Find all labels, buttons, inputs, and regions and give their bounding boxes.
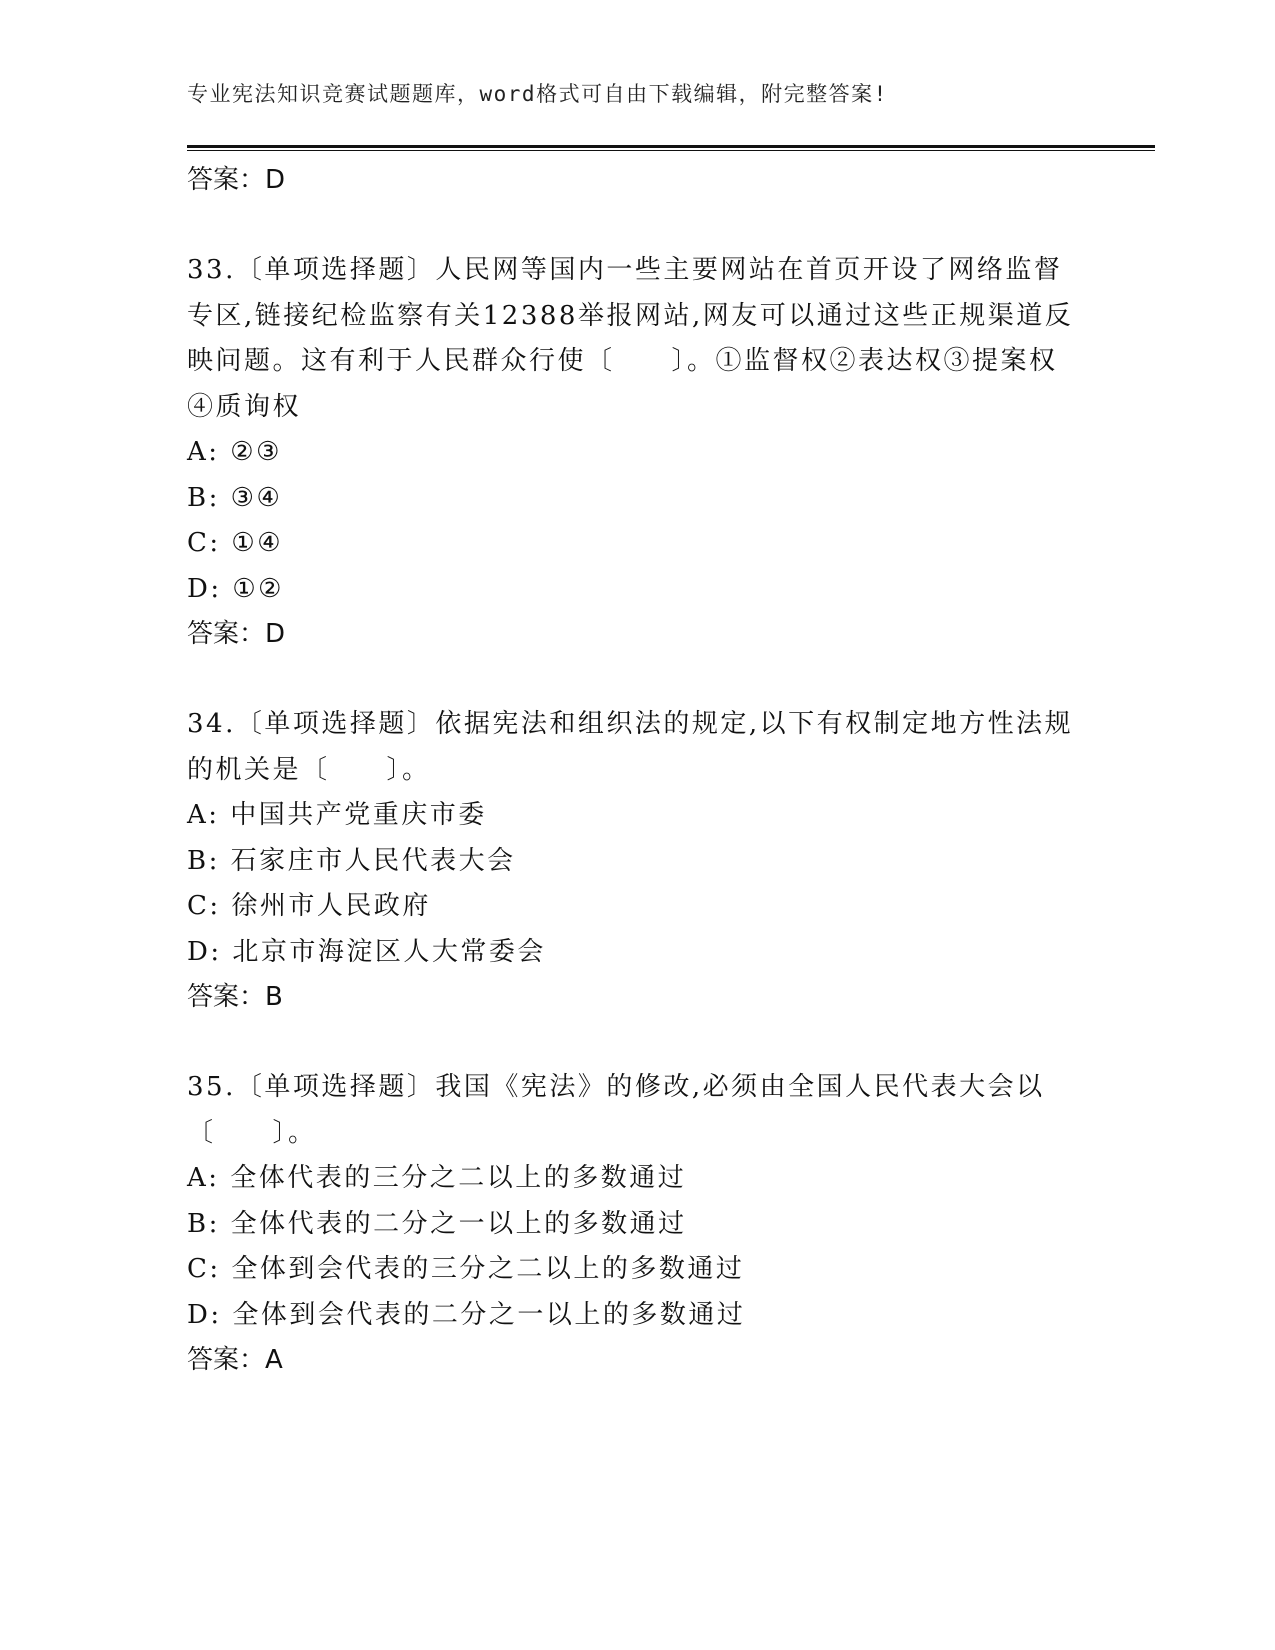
spacer xyxy=(187,657,1087,702)
option-c: C: 徐州市人民政府 xyxy=(187,891,431,921)
question-answer: 答案：D xyxy=(187,619,286,649)
question-block xyxy=(187,702,1087,1020)
option-a: A: 中国共产党重庆市委 xyxy=(187,800,487,830)
header-rule-thin xyxy=(187,150,1155,151)
question-block xyxy=(187,1065,1087,1383)
spacer xyxy=(187,203,1087,248)
question-block xyxy=(187,248,1087,657)
question-text: 34.〔单项选择题〕依据宪法和组织法的规定,以下有权制定地方性法规的机关是〔 〕。 xyxy=(187,709,1074,785)
spacer xyxy=(187,1020,1087,1065)
option-c: C: 全体到会代表的三分之二以上的多数通过 xyxy=(187,1254,745,1284)
header-rule-thick xyxy=(187,145,1155,148)
question-text: 35.〔单项选择题〕我国《宪法》的修改,必须由全国人民代表大会以〔 〕。 xyxy=(187,1072,1045,1148)
document-body xyxy=(187,158,1087,1383)
option-a: A: 全体代表的三分之二以上的多数通过 xyxy=(187,1163,687,1193)
previous-question-answer: 答案：D xyxy=(187,165,286,195)
option-b: B: ③④ xyxy=(187,482,283,513)
option-c: C: ①④ xyxy=(187,528,284,558)
option-a: A: ②③ xyxy=(187,437,282,467)
question-answer: 答案：B xyxy=(187,982,283,1012)
question-text: 33.〔单项选择题〕人民网等国内一些主要网站在首页开设了网络监督专区,链接纪检监察有关12388举报网站,网友可以通过这些正规渠道反映问题。这有利于人民群众行使〔 〕。①监督权②表达权③提案权④质询权 xyxy=(187,255,1074,422)
option-d: D: ①② xyxy=(187,573,284,604)
option-d: D: 北京市海淀区人大常委会 xyxy=(187,936,546,967)
option-b: B: 石家庄市人民代表大会 xyxy=(187,845,516,876)
option-b: B: 全体代表的二分之一以上的多数通过 xyxy=(187,1208,687,1239)
option-d: D: 全体到会代表的二分之一以上的多数通过 xyxy=(187,1299,746,1330)
page-header: 专业宪法知识竞赛试题题库，word格式可自由下载编辑，附完整答案! xyxy=(187,82,888,106)
question-answer: 答案：A xyxy=(187,1345,283,1375)
